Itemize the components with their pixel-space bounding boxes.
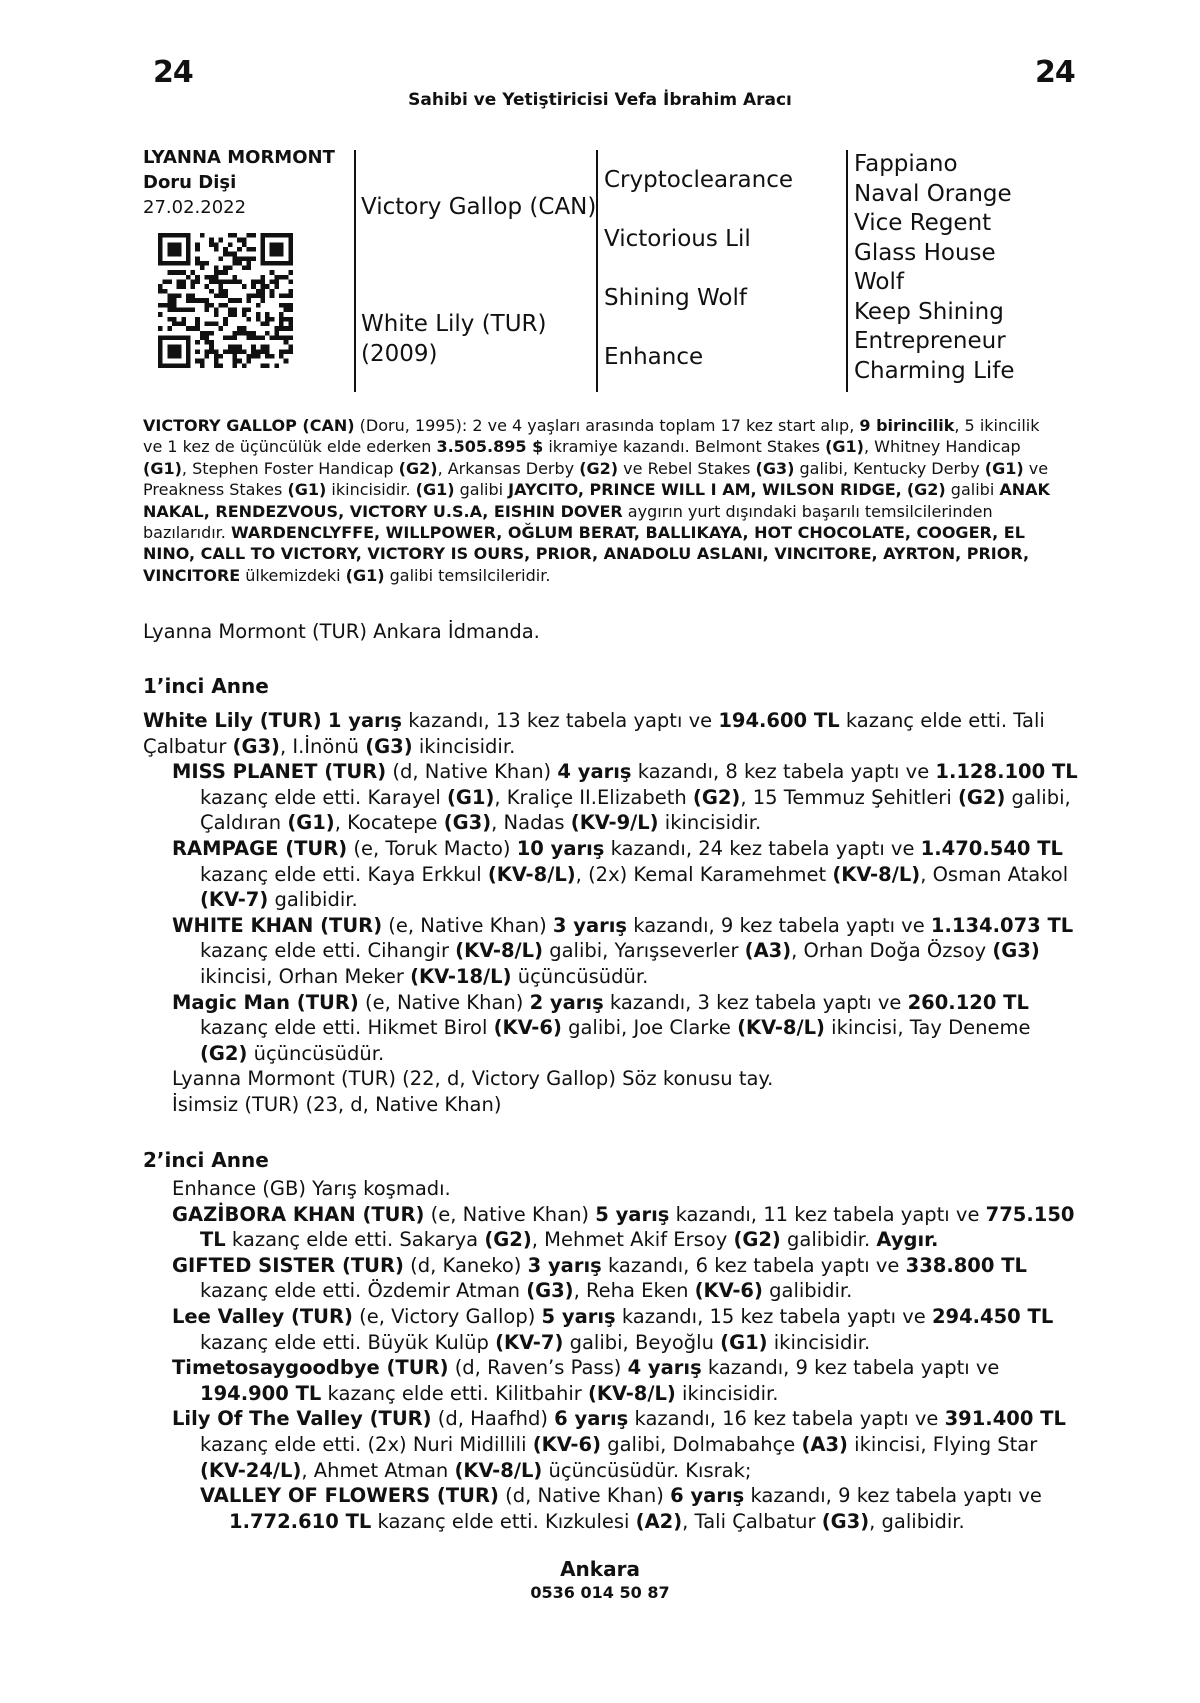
second-dam-run: (A3)	[801, 1432, 848, 1456]
sire-bio-run: (Doru, 1995): 2 ve 4 yaşları arasında toplam 17 kez start alıp,	[354, 416, 860, 435]
second-dam-run: (G3)	[526, 1279, 574, 1303]
second-dam-run: Enhance (GB) Yarış koşmadı.	[172, 1177, 451, 1200]
first-dam-run: (e, Native Khan)	[382, 913, 553, 937]
first-dam-run: 1.134.073 TL	[930, 913, 1074, 937]
second-dam-run: kazanç elde etti. Büyük Kulüp	[200, 1330, 496, 1354]
second-dam-entry	[143, 1483, 1083, 1534]
sire-bio-run: ikramiye kazandı. Belmont Stakes	[543, 437, 826, 457]
first-dam-run: kazanç elde etti. Kaya Erkkul	[200, 862, 488, 886]
second-dam-entry	[143, 1176, 1083, 1202]
sire-bio-run: galibi	[454, 480, 509, 500]
pedigree-gg-6: Keep Shining	[854, 298, 1004, 325]
first-dam-run: (KV-6)	[493, 1016, 562, 1040]
second-dam-run: Lee Valley (TUR)	[172, 1304, 353, 1328]
first-dam-run: White Lily (TUR)	[143, 709, 322, 732]
second-dam-run: kazandı, 9 kez tabela yaptı ve	[701, 1356, 1000, 1380]
sire-bio-run: (G3)	[755, 458, 795, 478]
second-dam-run: (e, Victory Gallop)	[352, 1304, 542, 1328]
second-dam-run: (KV-8/L)	[588, 1381, 676, 1405]
sire-bio-run: ANAK NAKAL, RENDEZVOUS, VICTORY U.S.A, EISHIN DOVER	[143, 480, 1050, 521]
first-dam-run: üçüncüsüdür.	[247, 1041, 385, 1065]
first-dam-run: galibi, Joe Clarke	[561, 1016, 738, 1040]
sire-bio-run: (G1)	[345, 565, 385, 585]
pedigree-granddam-sire: Victorious Lil	[604, 226, 751, 252]
first-dam-run: ikincisi, Orhan Meker	[200, 964, 411, 988]
sire-bio-run: VICTORY GALLOP (CAN)	[143, 416, 355, 435]
second-dam-run: 338.800 TL	[905, 1253, 1027, 1277]
second-dam-run: kazanç elde etti. Özdemir Atman	[200, 1279, 527, 1303]
first-dam-run: (KV-7)	[200, 888, 269, 912]
first-dam-run: , I.İnönü	[279, 734, 366, 758]
sire-bio-run: aygırın yurt dışındaki başarılı temsilcilerinden bazılarıdır.	[143, 501, 993, 543]
pedigree-dam-name: White Lily (TUR)	[361, 311, 547, 337]
first-dam-run: , Orhan Doğa Özsoy	[791, 939, 993, 963]
pedigree-gg-4: Glass House	[854, 239, 996, 266]
training-note: Lyanna Mormont (TUR) Ankara İdmanda.	[143, 620, 540, 643]
second-dam-entry	[143, 1406, 1083, 1483]
sire-bio-run: (G2)	[906, 480, 946, 500]
first-dam-entry	[143, 913, 1083, 990]
pedigree-gg-7: Entrepreneur	[854, 328, 1006, 354]
first-dam-entries	[143, 708, 1083, 1118]
pedigree-divider-2	[596, 150, 598, 392]
first-dam-entry	[143, 1066, 1083, 1092]
sire-bio-run: WARDENCLYFFE, WILLPOWER, OĞLUM BERAT, BALLIKAYA, HOT CHOCOLATE, COOGER, EL NINO, CALL TO VICTORY, VICTORY IS OURS, PRIOR, ANADOLU ASLANI, VINCITORE, AYRTON, PRIOR, VINCITORE	[143, 523, 1030, 585]
pedigree-gg-5: Wolf	[854, 269, 904, 295]
second-dam-run: kazandı, 11 kez tabela yaptı ve	[669, 1202, 986, 1226]
second-dam-run: kazanç elde etti. Kızkulesi	[371, 1509, 636, 1533]
second-dam-run: 5 yarış	[541, 1304, 616, 1328]
first-dam-entry	[143, 708, 1083, 759]
pedigree-grandsire-sire: Cryptoclearance	[604, 167, 794, 193]
first-dam-run: RAMPAGE (TUR)	[172, 836, 348, 860]
horse-color-sex: Doru Dişi	[143, 172, 237, 193]
first-dam-entry	[143, 836, 1083, 913]
second-dam-run: (G1)	[720, 1330, 768, 1354]
first-dam-run: (G3)	[992, 939, 1040, 963]
second-dam-run: galibidir.	[762, 1279, 853, 1303]
sire-bio-run: galibi, Kentucky Derby	[794, 458, 985, 478]
first-dam-run: (e, Toruk Macto)	[347, 836, 517, 860]
second-dam-run: (G2)	[733, 1228, 781, 1252]
second-dam-run: , Ahmet Atman	[301, 1458, 455, 1482]
first-dam-run: kazandı, 3 kez tabela yaptı ve	[603, 990, 908, 1014]
first-dam-run: 1 yarış	[327, 709, 403, 732]
first-dam-run: ikincisi, Tay Deneme	[824, 1016, 1031, 1040]
first-dam-run: 4 yarış	[557, 760, 632, 784]
second-dam-run: (A2)	[635, 1509, 683, 1533]
second-dam-run: ikincisidir.	[767, 1330, 871, 1354]
sire-bio-run: galibi temsilcileridir.	[384, 565, 551, 585]
second-dam-run: kazandı, 6 kez tabela yaptı ve	[601, 1253, 906, 1277]
second-dam-run: Timetosaygoodbye (TUR)	[172, 1356, 449, 1380]
sire-bio-run: (G1)	[415, 480, 455, 500]
second-dam-title: 2’inci Anne	[143, 1148, 269, 1172]
first-dam-run: 10 yarış	[516, 836, 605, 860]
first-dam-run: (A3)	[744, 939, 792, 963]
first-dam-run: 3 yarış	[552, 913, 628, 937]
sire-bio-run: ülkemizdeki	[240, 565, 346, 585]
horse-birth-date: 27.02.2022	[143, 197, 247, 218]
first-dam-run: galibidir.	[268, 888, 358, 912]
second-dam-run: galibidir.	[780, 1228, 877, 1252]
footer-city: Ankara	[560, 1557, 640, 1581]
first-dam-run: kazandı, 13 kez tabela yaptı ve	[402, 709, 719, 732]
second-dam-run: (d, Kaneko)	[403, 1253, 528, 1277]
pedigree-gg-1: Fappiano	[854, 151, 958, 177]
second-dam-run: (KV-7)	[495, 1330, 564, 1354]
second-dam-run: 391.400 TL	[944, 1407, 1066, 1431]
sire-bio-run: , Whitney Handicap	[863, 437, 1021, 457]
pedigree-grandsire-dam: Shining Wolf	[604, 285, 747, 311]
second-dam-run: galibi, Beyoğlu	[563, 1330, 721, 1354]
first-dam-run: Lyanna Mormont (TUR) (22, d, Victory Gallop) Söz konusu tay.	[172, 1067, 774, 1091]
second-dam-run: 775.150 TL	[200, 1202, 1075, 1252]
second-dam-run: ikincisi, Flying Star	[847, 1432, 1038, 1456]
lot-number-left: 24	[153, 55, 193, 90]
sire-biography	[143, 415, 1063, 586]
first-dam-run: , 15 Temmuz Şehitleri	[740, 785, 958, 809]
pedigree-dam-year: (2009)	[361, 340, 438, 367]
second-dam-run: kazanç elde etti. (2x) Nuri Midillili	[200, 1432, 533, 1456]
sire-bio-run: , 5 ikincilik ve 1 kez de üçüncülük elde ederken	[143, 416, 1040, 457]
first-dam-run: (KV-8/L)	[832, 862, 921, 886]
second-dam-run: GAZİBORA KHAN (TUR)	[172, 1202, 425, 1226]
pedigree-sire: Victory Gallop (CAN)	[361, 194, 597, 220]
sire-bio-run: (G1)	[984, 458, 1024, 478]
first-dam-run: WHITE KHAN (TUR)	[172, 913, 383, 937]
pedigree-gg-3: Vice Regent	[854, 210, 992, 236]
horse-identity	[143, 145, 335, 220]
first-dam-entry	[143, 759, 1083, 836]
second-dam-run: , Tali Çalbatur	[682, 1509, 822, 1533]
lot-number-right: 24	[1035, 55, 1075, 90]
sire-bio-run: galibi	[945, 480, 1000, 500]
first-dam-run: (G3)	[365, 734, 413, 758]
second-dam-run: Lily Of The Valley (TUR)	[172, 1407, 432, 1431]
first-dam-run: galibi, Yarışseverler	[543, 939, 745, 963]
first-dam-run: MISS PLANET (TUR)	[172, 760, 387, 784]
second-dam-run: (KV-6)	[694, 1279, 763, 1303]
second-dam-run: (e, Native Khan)	[424, 1202, 596, 1226]
sire-bio-run: JAYCITO, PRINCE WILL I AM, WILSON RIDGE,	[508, 480, 902, 500]
first-dam-run: (G3)	[232, 734, 280, 758]
first-dam-run: 1.470.540 TL	[920, 836, 1063, 860]
first-dam-run: (KV-9/L)	[570, 811, 659, 835]
first-dam-run: 2 yarış	[529, 990, 604, 1014]
first-dam-run: (KV-8/L)	[455, 939, 543, 963]
second-dam-run: kazandı, 15 kez tabela yaptı ve	[615, 1304, 932, 1328]
pedigree-divider-3	[846, 150, 848, 392]
first-dam-run: (G3)	[443, 811, 492, 835]
pedigree-divider-1	[354, 150, 356, 392]
second-dam-run: , Reha Eken	[573, 1279, 695, 1303]
pedigree-gg-2: Naval Orange	[854, 180, 1012, 207]
first-dam-run: (d, Native Khan)	[386, 760, 558, 784]
first-dam-run: 260.120 TL	[907, 990, 1029, 1014]
second-dam-run: , galibidir.	[869, 1509, 965, 1533]
second-dam-run: VALLEY OF FLOWERS (TUR)	[200, 1484, 499, 1508]
first-dam-run: Magic Man (TUR)	[172, 990, 359, 1014]
first-dam-title: 1’inci Anne	[143, 674, 269, 698]
second-dam-run: kazandı, 16 kez tabela yaptı ve	[628, 1407, 945, 1431]
first-dam-run: , (2x) Kemal Karamehmet	[575, 862, 833, 886]
second-dam-run: (d, Haafhd)	[431, 1407, 555, 1431]
second-dam-run: 4 yarış	[627, 1356, 702, 1380]
first-dam-run: üçüncüsüdür.	[511, 964, 649, 988]
first-dam-run: (KV-8/L)	[487, 862, 576, 886]
first-dam-run: kazandı, 24 kez tabela yaptı ve	[604, 836, 921, 860]
pedigree-granddam-dam: Enhance	[604, 344, 704, 370]
second-dam-run: 294.450 TL	[931, 1304, 1054, 1328]
sire-bio-run: (G2)	[579, 458, 619, 478]
first-dam-run: (KV-18/L)	[410, 964, 512, 988]
pedigree-dam	[361, 310, 547, 369]
second-dam-entry	[143, 1202, 1083, 1253]
second-dam-run: (G2)	[484, 1228, 532, 1252]
second-dam-run: ikincisidir.	[675, 1381, 779, 1405]
sire-bio-run: (G1)	[287, 480, 327, 500]
second-dam-run: 6 yarış	[670, 1484, 745, 1508]
sire-bio-run: ikincisidir.	[326, 480, 416, 500]
second-dam-run: GIFTED SISTER (TUR)	[172, 1253, 404, 1277]
first-dam-run: ikincisidir.	[412, 734, 516, 758]
first-dam-run: , Nadas	[491, 811, 571, 835]
second-dam-run: Aygır.	[876, 1228, 939, 1252]
first-dam-run: (e, Native Khan)	[358, 990, 530, 1014]
second-dam-run: (KV-8/L)	[454, 1458, 543, 1482]
second-dam-run: galibi, Dolmabahçe	[601, 1432, 802, 1456]
pedigree-great-grandparents	[854, 150, 1015, 386]
first-dam-run: kazanç elde etti. Cihangir	[200, 939, 456, 963]
first-dam-run: , Kocatepe	[334, 811, 444, 835]
first-dam-run: kazandı, 9 kez tabela yaptı ve	[627, 913, 931, 937]
pedigree-gg-8: Charming Life	[854, 357, 1015, 384]
second-dam-run: kazandı, 9 kez tabela yaptı ve	[744, 1484, 1042, 1508]
second-dam-run: 1.772.610 TL	[229, 1509, 372, 1533]
second-dam-entries	[143, 1176, 1083, 1534]
first-dam-run: (KV-8/L)	[737, 1016, 825, 1040]
sire-bio-run: ve Preakness Stakes	[143, 458, 1049, 500]
second-dam-run: (KV-6)	[532, 1432, 601, 1456]
first-dam-run: İsimsiz (TUR) (23, d, Native Khan)	[172, 1092, 502, 1116]
first-dam-run: , Osman Atakol	[920, 862, 1069, 886]
second-dam-run: 3 yarış	[527, 1253, 602, 1277]
first-dam-run: kazanç elde etti. Hikmet Birol	[200, 1016, 494, 1040]
sire-bio-run: ve Rebel Stakes	[618, 458, 756, 478]
second-dam-run: 194.900 TL	[200, 1381, 322, 1405]
second-dam-run: (d, Native Khan)	[498, 1484, 671, 1508]
sire-bio-run: 9 birincilik	[859, 416, 955, 435]
second-dam-entry	[143, 1304, 1083, 1355]
first-dam-run: ikincisidir.	[658, 811, 762, 835]
footer-phone: 0536 014 50 87	[530, 1583, 670, 1602]
second-dam-run: üçüncüsüdür. Kısrak;	[542, 1458, 752, 1482]
first-dam-run: kazandı, 8 kez tabela yaptı ve	[631, 760, 936, 784]
first-dam-run: kazanç elde etti. Tali Çalbatur	[143, 709, 1045, 758]
first-dam-run: galibi, Çaldıran	[200, 785, 1071, 835]
second-dam-run: (d, Raven’s Pass)	[448, 1356, 628, 1380]
second-dam-run: (G3)	[821, 1509, 870, 1533]
first-dam-run: , Kraliçe II.Elizabeth	[494, 785, 693, 809]
second-dam-entry	[143, 1253, 1083, 1304]
second-dam-run: kazanç elde etti. Kilitbahir	[321, 1381, 589, 1405]
first-dam-run: (G2)	[200, 1041, 248, 1065]
first-dam-run: (G2)	[957, 785, 1006, 809]
first-dam-run: 1.128.100 TL	[935, 760, 1078, 784]
first-dam-run: (G2)	[692, 785, 741, 809]
second-dam-run: 6 yarış	[554, 1407, 629, 1431]
first-dam-run: kazanç elde etti. Karayel	[200, 785, 447, 809]
sire-bio-run: (G2)	[398, 458, 438, 478]
first-dam-run: (G1)	[446, 785, 495, 809]
sire-bio-run: , Stephen Foster Handicap	[181, 458, 399, 478]
sire-bio-run: 3.505.895 $	[436, 437, 544, 457]
first-dam-entry	[143, 1092, 1083, 1118]
second-dam-run: 5 yarış	[595, 1202, 670, 1226]
sire-bio-run: (G1)	[825, 437, 864, 457]
qr-code-icon[interactable]	[158, 233, 293, 368]
second-dam-run: kazanç elde etti. Sakarya	[225, 1228, 485, 1252]
first-dam-entry	[143, 990, 1083, 1067]
second-dam-run: , Mehmet Akif Ersoy	[531, 1228, 734, 1252]
sire-bio-run: (G1)	[143, 458, 182, 478]
first-dam-run: (G1)	[287, 811, 335, 835]
second-dam-entry	[143, 1355, 1083, 1406]
horse-name: LYANNA MORMONT	[143, 147, 335, 168]
first-dam-run: 194.600 TL	[718, 709, 840, 732]
second-dam-run: (KV-24/L)	[200, 1458, 302, 1482]
sire-bio-run: , Arkansas Derby	[437, 458, 580, 478]
owner-breeder-line: Sahibi ve Yetiştiricisi Vefa İbrahim Aracı	[408, 90, 792, 110]
